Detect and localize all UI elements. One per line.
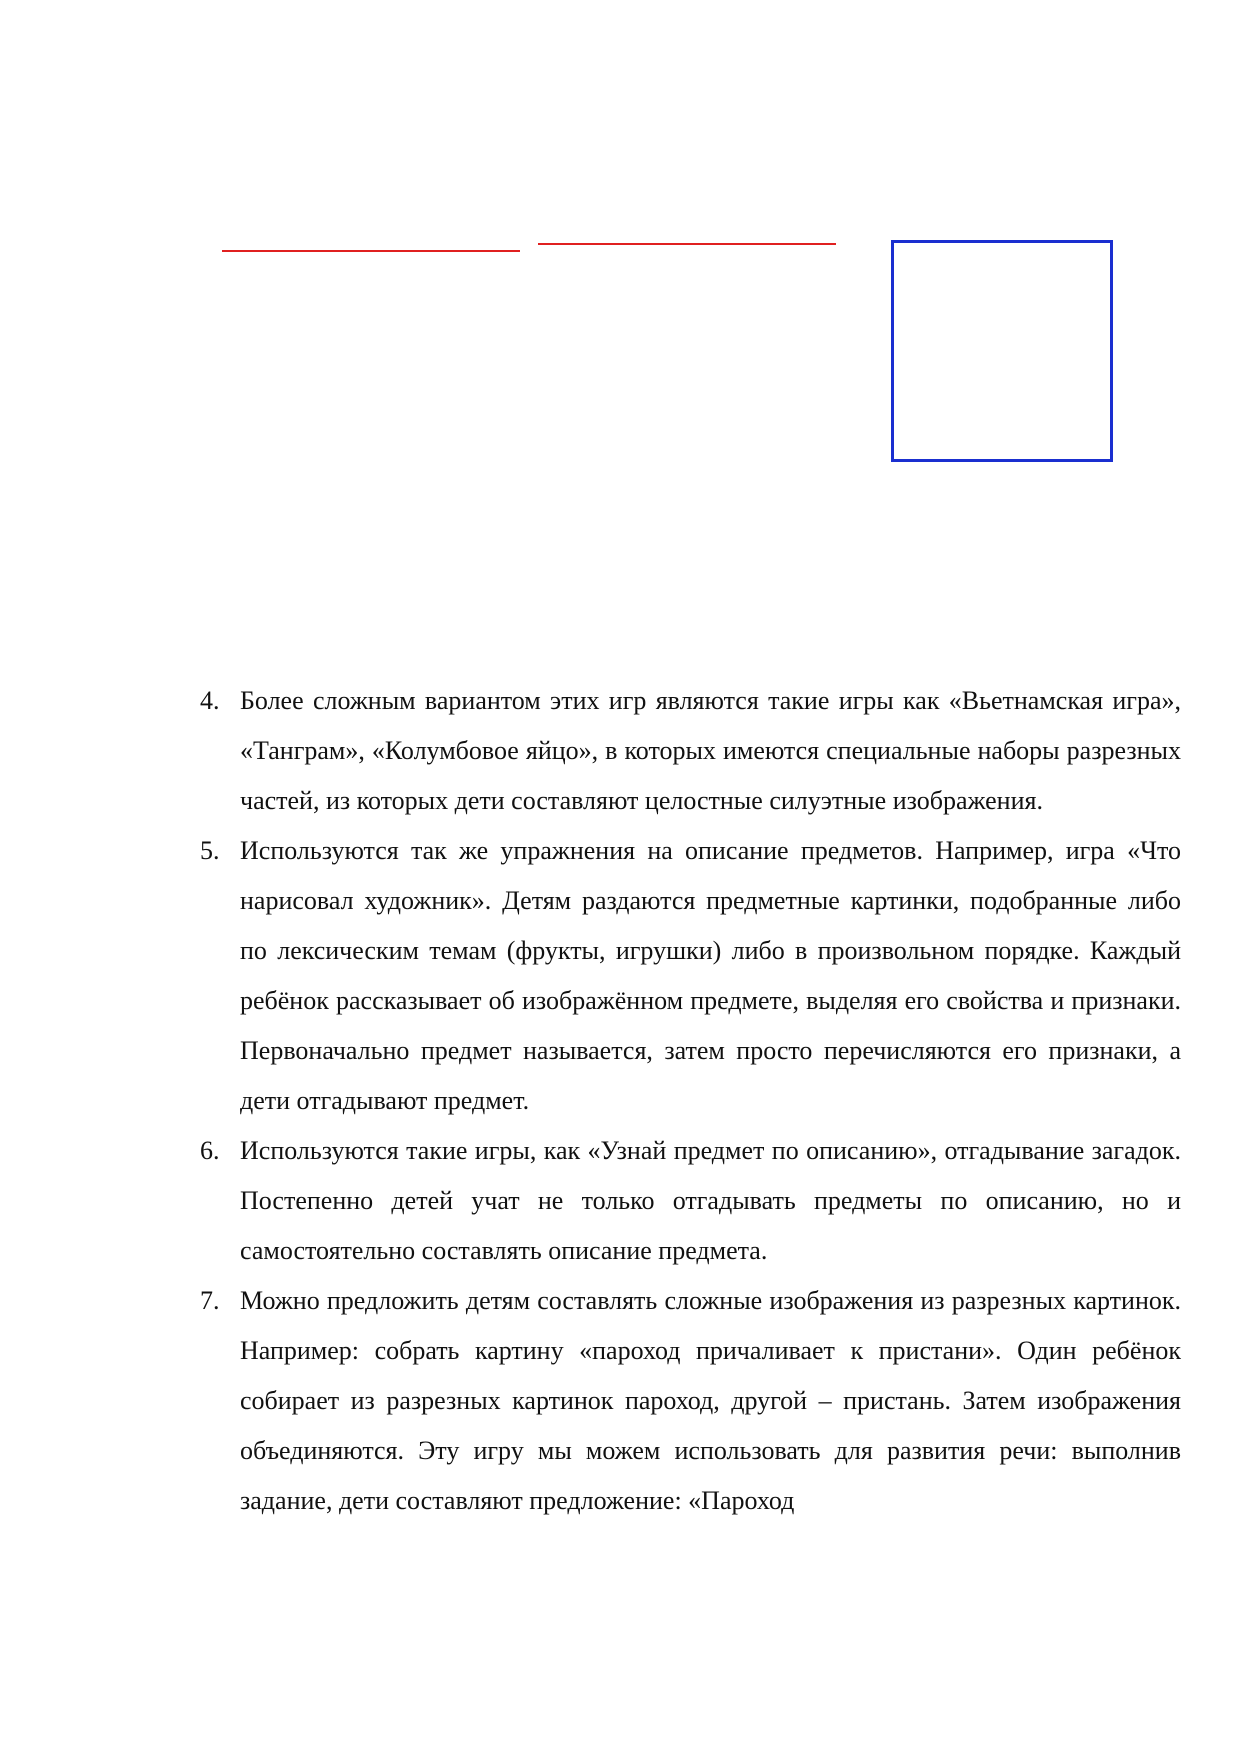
list-item-number: 5. <box>200 836 220 865</box>
list-item-text: Используются такие игры, как «Узнай предмет по описанию», отгадывание загадок. Постепенно детей учат не только отгадывать предметы по описанию, но и самостоятельно составлять описание предмета. <box>240 1136 1181 1265</box>
list-item <box>200 1276 1181 1526</box>
blue-square-shape <box>891 240 1113 462</box>
list-item <box>200 676 1181 826</box>
list-item-number: 4. <box>200 686 220 715</box>
list-item-number: 6. <box>200 1136 220 1165</box>
red-line-left <box>222 250 520 252</box>
list-item <box>200 826 1181 1126</box>
list-item <box>200 1126 1181 1276</box>
list-item-text: Используются так же упражнения на описание предметов. Например, игра «Что нарисовал художник». Детям раздаются предметные картинки, подобранные либо по лексическим темам (фрукты, игрушки) либо в произвольном порядке. Каждый ребёнок рассказывает об изображённом предмете, выделяя его свойства и признаки. Первоначально предмет называется, затем просто перечисляются его признаки, а дети отгадывают предмет. <box>240 836 1181 1115</box>
numbered-list <box>200 676 1181 1526</box>
list-item-number: 7. <box>200 1286 220 1315</box>
list-item-text: Можно предложить детям составлять сложные изображения из разрезных картинок. Например: собрать картину «пароход причаливает к пристани». Один ребёнок собирает из разрезных картинок пароход, другой – пристань. Затем изображения объединяются. Эту игру мы можем использовать для развития речи: выполнив задание, дети составляют предложение: «Пароход <box>240 1286 1181 1515</box>
red-line-right <box>538 243 836 245</box>
list-item-text: Более сложным вариантом этих игр являются такие игры как «Вьетнамская игра», «Танграм», «Колумбовое яйцо», в которых имеются специальные наборы разрезных частей, из которых дети составляют целостные силуэтные изображения. <box>240 686 1181 815</box>
